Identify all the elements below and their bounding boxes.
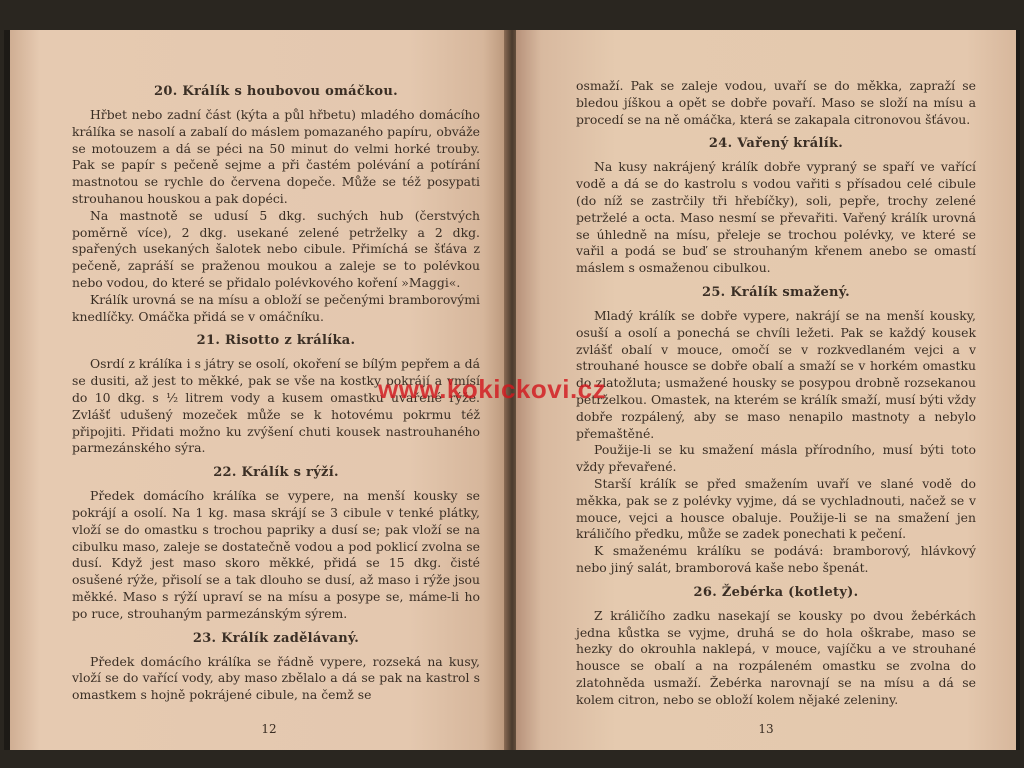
recipe-paragraph: Osrdí z králíka i s játry se osolí, okoření se bílým pepřem a dá se dusiti, až jest to měkké, pak se vše na kostky pokrájí a vmísí do 10 dkg. s ½ litrem vody a kusem omastku uvařené rýže. Zvlášť udušený mozeček může se k hotovému pokrmu též připojiti. Přidati možno ku zvýšení chuti kousek nastrouhaného parmezánského sýra.	[72, 356, 480, 456]
recipe-paragraph: Hřbet nebo zadní část (kýta a půl hřbetu) mladého domácího králíka se nasolí a zabalí do máslem pomazaného papíru, obváže se motouzem a dá se péci na 50 minut do velmi horké trouby. Pak se papír s pečeně sejme a při častém polévání a potírání mastnotou se rychle do červena dopeče. Může se též posypati strouhanou houskou a pak dopéci.	[72, 107, 480, 206]
recipe-title: 22. Králík s rýží.	[213, 465, 339, 481]
recipe-title: 23. Králík zadělávaný.	[192, 630, 360, 646]
recipe-22	[72, 465, 480, 622]
recipe-paragraph: Použije-li se ku smažení másla přírodního, musí býti toto vždy převařené.	[576, 442, 976, 475]
recipe-paragraph: osmaží. Pak se zaleje vodou, uvaří se do měkka, zapraží se bledou jíškou a opět se dobře povaří. Maso se složí na mísu a procedí se na ně omáčka, která se zakapala citronovou šťávou.	[576, 78, 976, 127]
page-number: 12	[261, 722, 277, 736]
watermark: www.kokickovi.cz	[378, 374, 607, 404]
recipe-paragraph: K smaženému králíku se podává: bramborový, hlávkový nebo jiný salát, bramborová kaše nebo špenát.	[576, 543, 976, 575]
recipe-title: 24. Vařený králík.	[708, 136, 844, 152]
recipe-title: 21. Risotto z králíka.	[196, 333, 356, 349]
recipe-25	[576, 285, 976, 577]
recipe-24	[576, 136, 976, 277]
recipe-title: 20. Králík s houbovou omáčkou.	[154, 84, 398, 99]
recipe-paragraph: Na mastnotě se udusí 5 dkg. suchých hub (čerstvých poměrně více), 2 dkg. usekané zelené petrželky a 2 dkg. spařených usekaných šalotek nebo cibule. Přimíchá se šťáva z pečeně, zapráší se praženou moukou a zaleje se to polévkou nebo vodou, do které se přidalo polévkového koření »Maggi«.	[72, 207, 480, 290]
recipe-paragraph: Králík urovná se na mísu a obloží se pečenými bramborovými knedlíčky. Omáčka přidá se v omáčníku.	[72, 291, 480, 324]
recipe-title: 25. Králík smažený.	[701, 284, 850, 300]
recipe-paragraph: Předek domácího králíka se řádně vypere, rozseká na kusy, vloží se do vařící vody, aby maso zbělalo a dá se pak na kastrol s omastkem s hojně pokrájené cibule, na čemž se	[72, 653, 480, 703]
recipe-26	[576, 585, 976, 709]
recipe-title: 26. Žebérka (kotlety).	[693, 584, 859, 600]
recipe-paragraph: Předek domácího králíka se vypere, na menší kousky se pokrájí a osolí. Na 1 kg. masa skrájí se 3 cibule v tenké plátky, vloží se do omastku s trochou papriky a dusí se; pak vloží se na cibulku maso, zaleje se dostatečně vodou a pod poklicí zvolna se dusí. Když jest maso skoro měkké, přidá se 15 dkg. čisté osušené rýže, přisolí se a tak dlouho se dusí, až maso i rýže jsou měkké. Maso s rýží upraví se na mísu a posype se, máme-li ho po ruce, strouhaným parmezánským sýrem.	[72, 488, 480, 621]
recipe-paragraph: Starší králík se před smažením uvaří ve slané vodě do měkka, pak se z polévky vyjme, dá se vychladnouti, načež se v mouce, vejci a housce obaluje. Použije-li se na smažení jen králičího předku, může se zadek ponechati k pečení.	[576, 475, 976, 542]
page-number: 13	[758, 722, 774, 736]
recipe-paragraph: Z králičího zadku nasekají se kousky po dvou žebérkách jedna kůstka se vyjme, druhá se do hola oškrabe, maso se hezky do okrouhla naklepá, v mouce, vajíčku a ve strouhané housce se obalí a na rozpáleném omastku se zvolna do zlatohněda usmaží. Žebérka narovnají se na mísu a dá se kolem citron, nebo se obloží kolem nějaké zeleniny.	[576, 607, 976, 707]
recipe-paragraph: Na kusy nakrájený králík dobře vypraný se spaří ve vařící vodě a dá se do kastrolu s vodou vařiti s přísadou celé cibule (do níž se zastrčily tři hřebíčky), soli, pepře, trochy zelené petrželé a octa. Maso nesmí se převařiti. Vařený králík urovná se úhledně na mísu, přeleje se trochou polévky, ve které se vařil a podá se buď se strouhaným křenem anebo se omastí máslem s osmaženou cibulkou.	[576, 159, 976, 276]
recipe-paragraph: Mladý králík se dobře vypere, nakrájí se na menší kousky, osuší a osolí a ponechá se chvíli ležeti. Pak se každý kousek zvlášť obalí v mouce, omočí se v rozkvedlaném vejci a v strouhané housce se dobře obalí a smaží se v horkém omastku do zlatožluta; usmažené housky se posypou drobně rozsekanou petrželkou. Omastek, na kterém se králík smaží, musí býti vždy dobře rozpálený, aby se maso nenapilo mastnoty a nebylo přemaštěné.	[576, 307, 976, 441]
recipe-20	[72, 84, 480, 325]
recipe-23	[72, 631, 480, 704]
recipe-23-continuation	[576, 78, 976, 128]
